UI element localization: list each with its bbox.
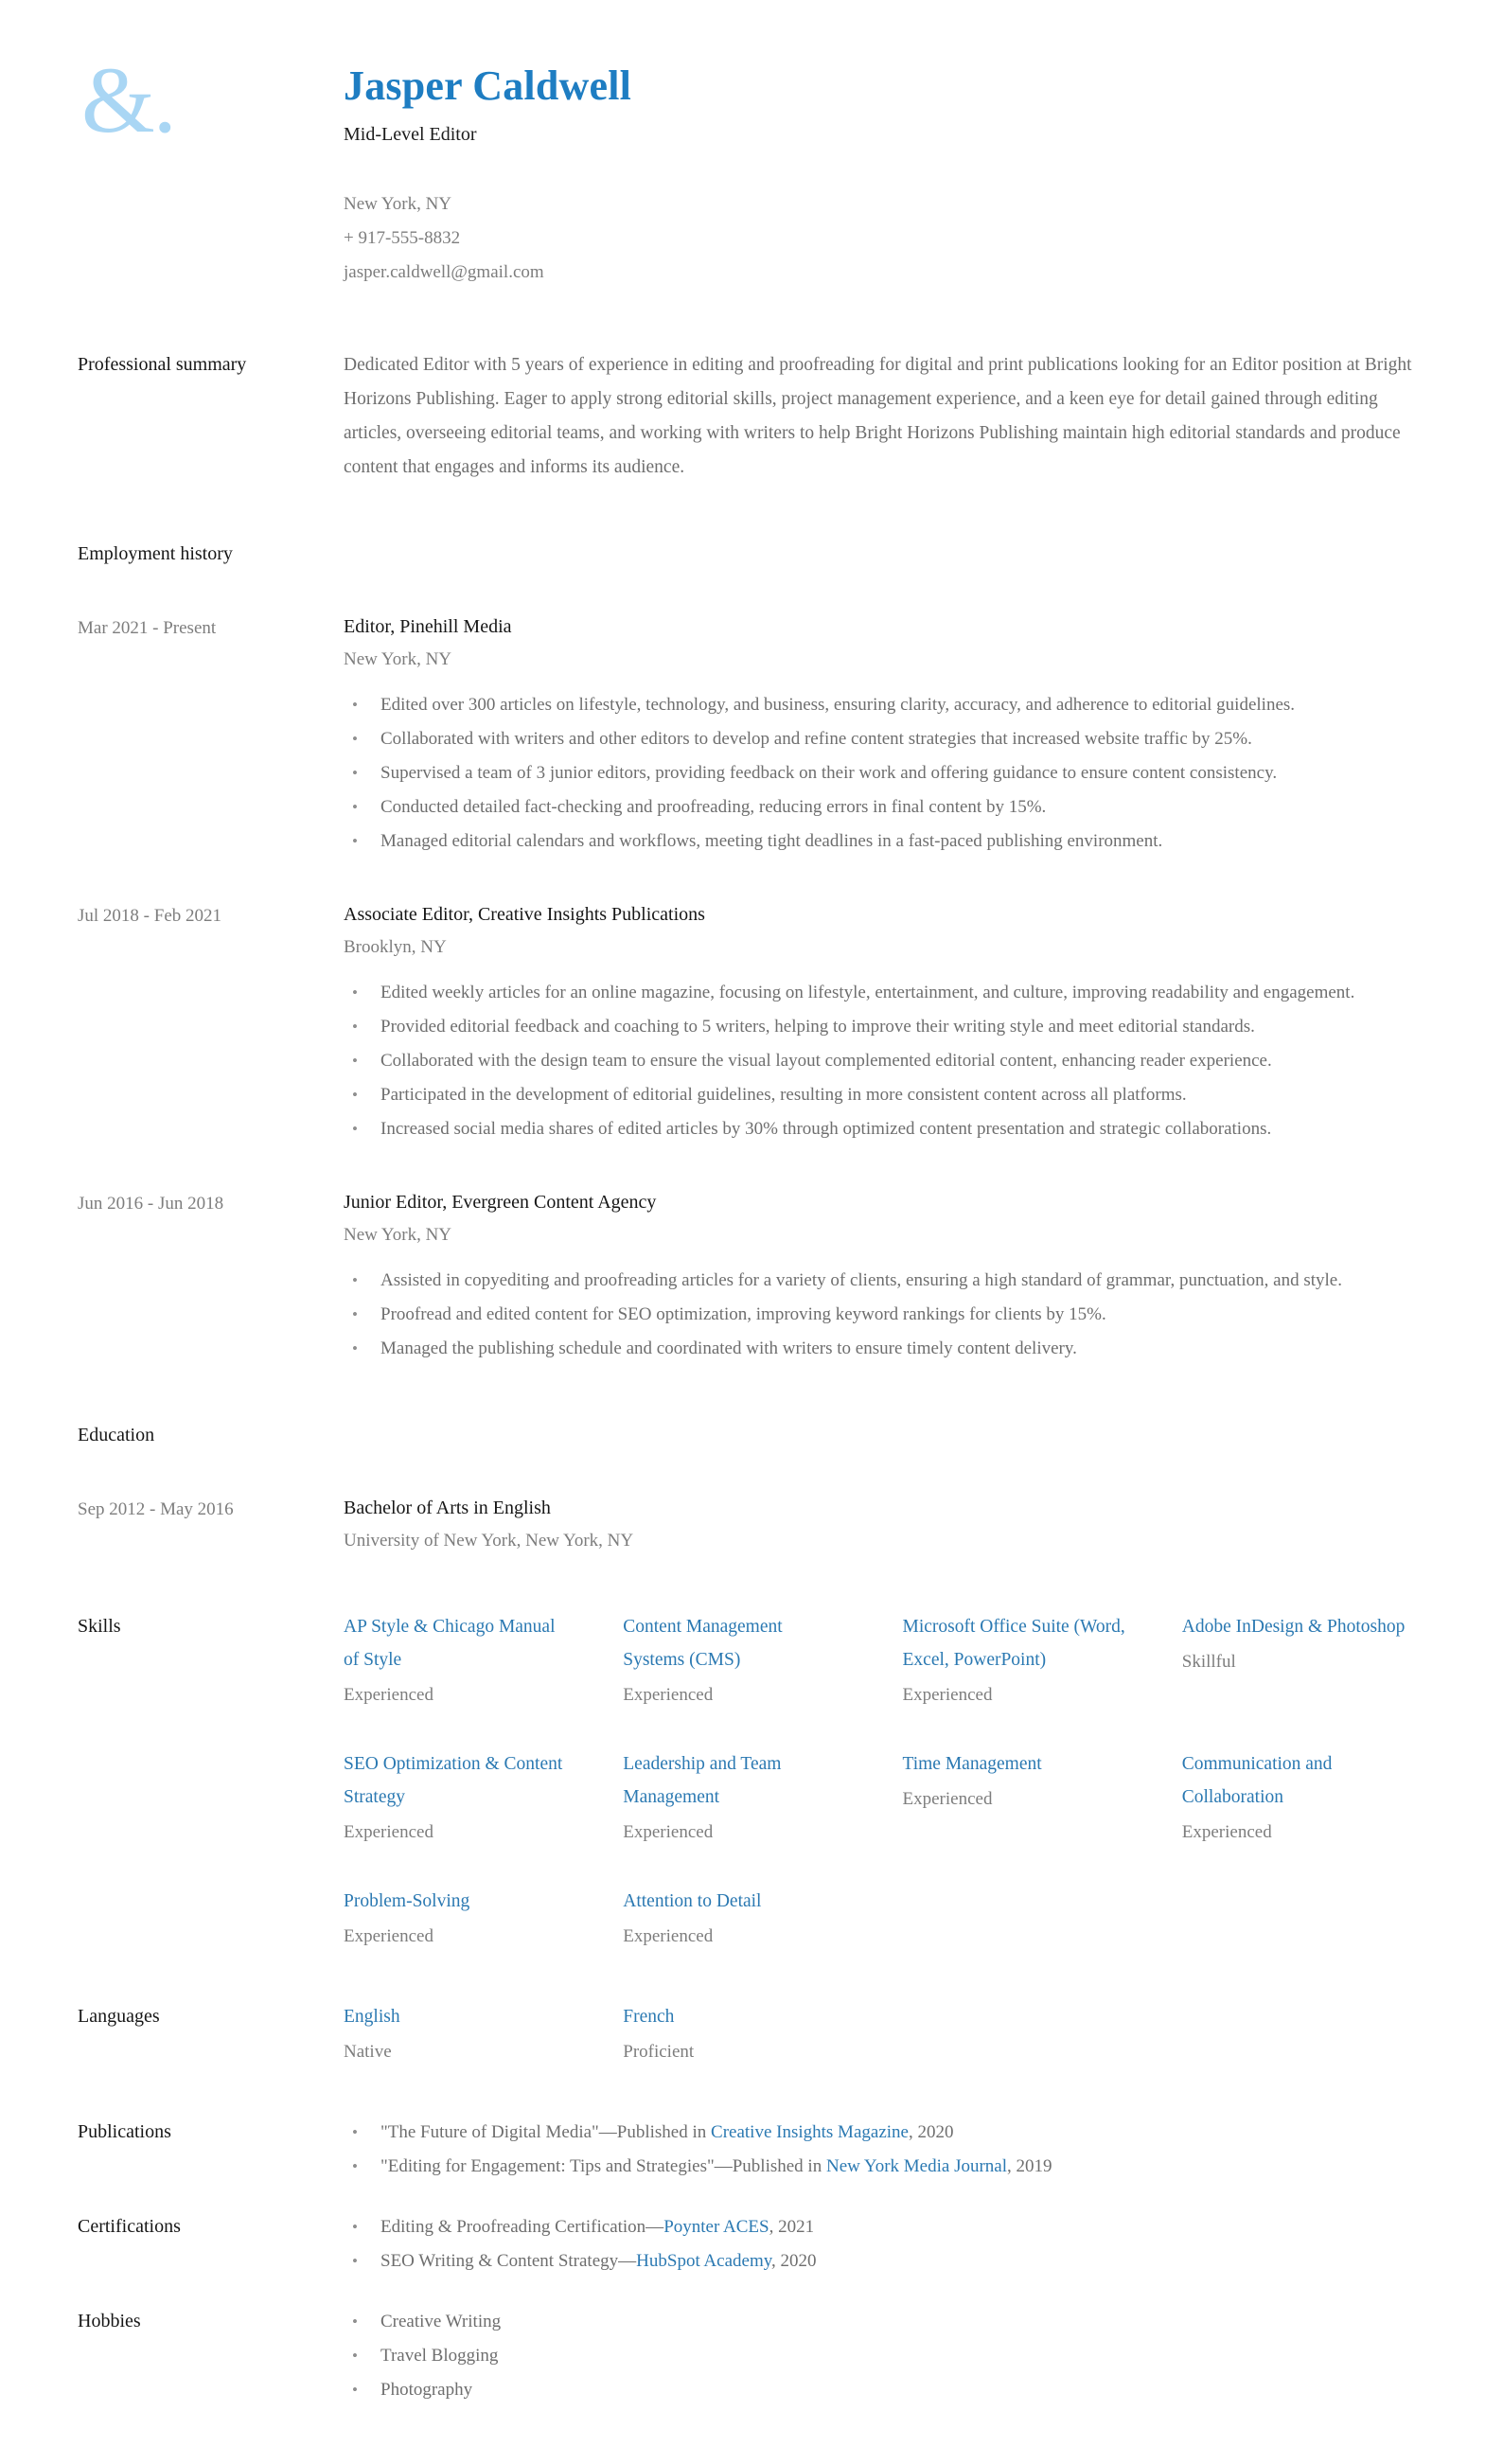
contact-location: New York, NY (344, 193, 452, 214)
language-level: Native (344, 2041, 392, 2062)
job-location: New York, NY (344, 1224, 452, 1245)
publication-link[interactable]: Creative Insights Magazine (711, 2121, 909, 2142)
summary-text: Dedicated Editor with 5 years of experience in editing and proofreading for digital and print publications looking for an Editor position at Bright Horizons Publishing. Eager to apply strong editorial skills, project management experience, and a keen eye for detail gained through editing articles, overseeing editorial teams, and working with writers to help Bright Horizons Publishing maintain high editorial standards and produce content that engages and informs its audience. (344, 354, 1412, 477)
language-item (623, 2000, 877, 2063)
skill-name: Attention to Detail (623, 1890, 762, 1911)
education-degree: Bachelor of Arts in English (344, 1497, 551, 1518)
hobby-item: • Creative Writing (344, 2305, 1437, 2339)
section-languages (78, 2000, 1437, 2063)
resume-header (78, 47, 1437, 290)
section-publications (78, 2116, 1437, 2184)
section-employment-history (78, 538, 1437, 1366)
publication-item (344, 2150, 1437, 2184)
skill-item (344, 1610, 598, 1706)
skill-name: Adobe InDesign & Photoshop (1181, 1616, 1406, 1637)
skill-name: AP Style & Chicago Manual of Style (344, 1616, 556, 1670)
job-bullet: • Collaborated with writers and other editors to develop and refine content strategies that increased website traffic by 25%. (344, 722, 1437, 756)
job-bullet: • Provided editorial feedback and coaching to 5 writers, helping to improve their writing style and meet editorial standards. (344, 1010, 1437, 1044)
certification-item (344, 2244, 1437, 2278)
skill-item (1182, 1747, 1437, 1843)
skill-level: Experienced (623, 1684, 714, 1705)
skill-level: Experienced (344, 1821, 433, 1842)
skill-level: Experienced (344, 1684, 433, 1705)
publication-year: , 2020 (908, 2121, 954, 2142)
skill-item (903, 1747, 1158, 1843)
section-label: Skills (78, 1615, 121, 1637)
contact-email: jasper.caldwell@gmail.com (344, 261, 544, 282)
section-label: Certifications (78, 2215, 181, 2237)
hobby-item: • Photography (344, 2373, 1437, 2407)
section-education (78, 1419, 1437, 1551)
job-bullet: • Assisted in copyediting and proofreading articles for a variety of clients, ensuring a high standard of grammar, punctuation, and style. (344, 1264, 1437, 1298)
certifications-list (344, 2210, 1437, 2278)
job-title: Editor, Pinehill Media (344, 615, 512, 637)
certification-link[interactable]: HubSpot Academy (636, 2250, 771, 2271)
ampersand-logo-icon: &. (81, 47, 175, 152)
job-bullet: • Collaborated with the design team to ensure the visual layout complemented editorial content, enhancing reader experience. (344, 1044, 1437, 1078)
skill-level: Experienced (902, 1788, 993, 1809)
publication-text: "The Future of Digital Media"—Published in (380, 2121, 712, 2142)
contact-block (344, 187, 1437, 290)
certification-year: , 2020 (771, 2250, 817, 2271)
skill-name: Leadership and Team Management (623, 1753, 782, 1807)
person-name: Jasper Caldwell (344, 62, 632, 109)
skill-name: Communication and Collaboration (1181, 1753, 1333, 1807)
skill-level: Experienced (623, 1925, 714, 1946)
section-skills (78, 1610, 1437, 1947)
job-bullet: • Participated in the development of editorial guidelines, resulting in more consistent content across all platforms. (344, 1078, 1437, 1112)
section-label: Education (78, 1424, 155, 1445)
publication-text: "Editing for Engagement: Tips and Strategies"—Published in (380, 2155, 826, 2176)
logo-column (78, 47, 344, 152)
person-job-title: Mid-Level Editor (344, 123, 477, 145)
job-entry (78, 1188, 1437, 1366)
job-bullet: • Managed the publishing schedule and coordinated with writers to ensure timely content delivery. (344, 1332, 1437, 1366)
header-main (344, 55, 1437, 290)
job-bullet: • Increased social media shares of edited articles by 30% through optimized content presentation and strategic collaborations. (344, 1112, 1437, 1146)
publications-list (344, 2116, 1437, 2184)
skill-level: Experienced (623, 1821, 714, 1842)
job-dates: Jul 2018 - Feb 2021 (78, 905, 221, 926)
certification-text: SEO Writing & Content Strategy— (380, 2250, 637, 2271)
section-label: Hobbies (78, 2310, 141, 2331)
job-bullet-list (344, 976, 1437, 1146)
publication-item (344, 2116, 1437, 2150)
job-title: Associate Editor, Creative Insights Publications (344, 903, 705, 925)
skill-level: Experienced (902, 1684, 993, 1705)
skill-level: Experienced (344, 1925, 433, 1946)
job-bullet-list (344, 688, 1437, 859)
certification-item (344, 2210, 1437, 2244)
skill-level: Skillful (1181, 1651, 1236, 1672)
language-name: English (344, 2006, 400, 2027)
publication-link[interactable]: New York Media Journal (825, 2155, 1008, 2176)
job-entry (78, 612, 1437, 859)
skill-level: Experienced (1181, 1821, 1272, 1842)
publication-year: , 2019 (1007, 2155, 1052, 2176)
language-level: Proficient (623, 2041, 695, 2062)
job-bullet: • Proofread and edited content for SEO optimization, improving keyword rankings for clients by 15%. (344, 1298, 1437, 1332)
job-entry (78, 900, 1437, 1146)
job-dates: Jun 2016 - Jun 2018 (78, 1193, 224, 1214)
language-name: French (623, 2006, 675, 2027)
hobbies-list (344, 2305, 1437, 2407)
job-bullet-list (344, 1264, 1437, 1366)
skill-item (903, 1610, 1158, 1706)
contact-phone: + 917-555-8832 (344, 227, 461, 248)
language-item (344, 2000, 598, 2063)
skill-item (344, 1747, 598, 1843)
skill-name: SEO Optimization & Content Strategy (344, 1753, 563, 1807)
section-professional-summary (78, 348, 1437, 485)
certification-year: , 2021 (769, 2216, 815, 2237)
job-bullet: • Supervised a team of 3 junior editors, providing feedback on their work and offering guidance to ensure content consistency. (344, 756, 1437, 790)
skill-name: Problem-Solving (344, 1890, 470, 1911)
skill-item (623, 1747, 877, 1843)
job-location: Brooklyn, NY (344, 936, 447, 957)
skill-item (1182, 1610, 1437, 1706)
skills-grid (344, 1610, 1437, 1947)
skill-name: Microsoft Office Suite (Word, Excel, PowerPoint) (902, 1616, 1125, 1670)
certification-text: Editing & Proofreading Certification— (380, 2216, 664, 2237)
section-label: Publications (78, 2120, 171, 2142)
skill-name: Time Management (902, 1753, 1042, 1774)
education-school: University of New York, New York, NY (344, 1530, 634, 1551)
section-label: Employment history (78, 542, 233, 564)
hobby-item: • Travel Blogging (344, 2339, 1437, 2373)
section-label: Professional summary (78, 353, 247, 375)
section-certifications (78, 2210, 1437, 2278)
skill-name: Content Management Systems (CMS) (623, 1616, 783, 1670)
job-bullet: • Edited over 300 articles on lifestyle, technology, and business, ensuring clarity, accuracy, and adherence to editorial guidelines. (344, 688, 1437, 722)
job-dates: Mar 2021 - Present (78, 617, 217, 638)
skill-item (623, 1610, 877, 1706)
skill-item (623, 1885, 877, 1947)
job-bullet: • Managed editorial calendars and workflows, meeting tight deadlines in a fast-paced publishing environment. (344, 824, 1437, 859)
skill-item (344, 1885, 598, 1947)
job-bullet: • Edited weekly articles for an online magazine, focusing on lifestyle, entertainment, and culture, improving readability and engagement. (344, 976, 1437, 1010)
job-title: Junior Editor, Evergreen Content Agency (344, 1191, 657, 1213)
education-entry (78, 1494, 1437, 1551)
certification-link[interactable]: Poynter ACES (663, 2216, 769, 2237)
languages-grid (344, 2000, 1437, 2063)
section-label: Languages (78, 2005, 160, 2027)
section-hobbies (78, 2305, 1437, 2407)
job-bullet: • Conducted detailed fact-checking and proofreading, reducing errors in final content by 15%. (344, 790, 1437, 824)
education-dates: Sep 2012 - May 2016 (78, 1498, 234, 1519)
job-location: New York, NY (344, 648, 452, 669)
